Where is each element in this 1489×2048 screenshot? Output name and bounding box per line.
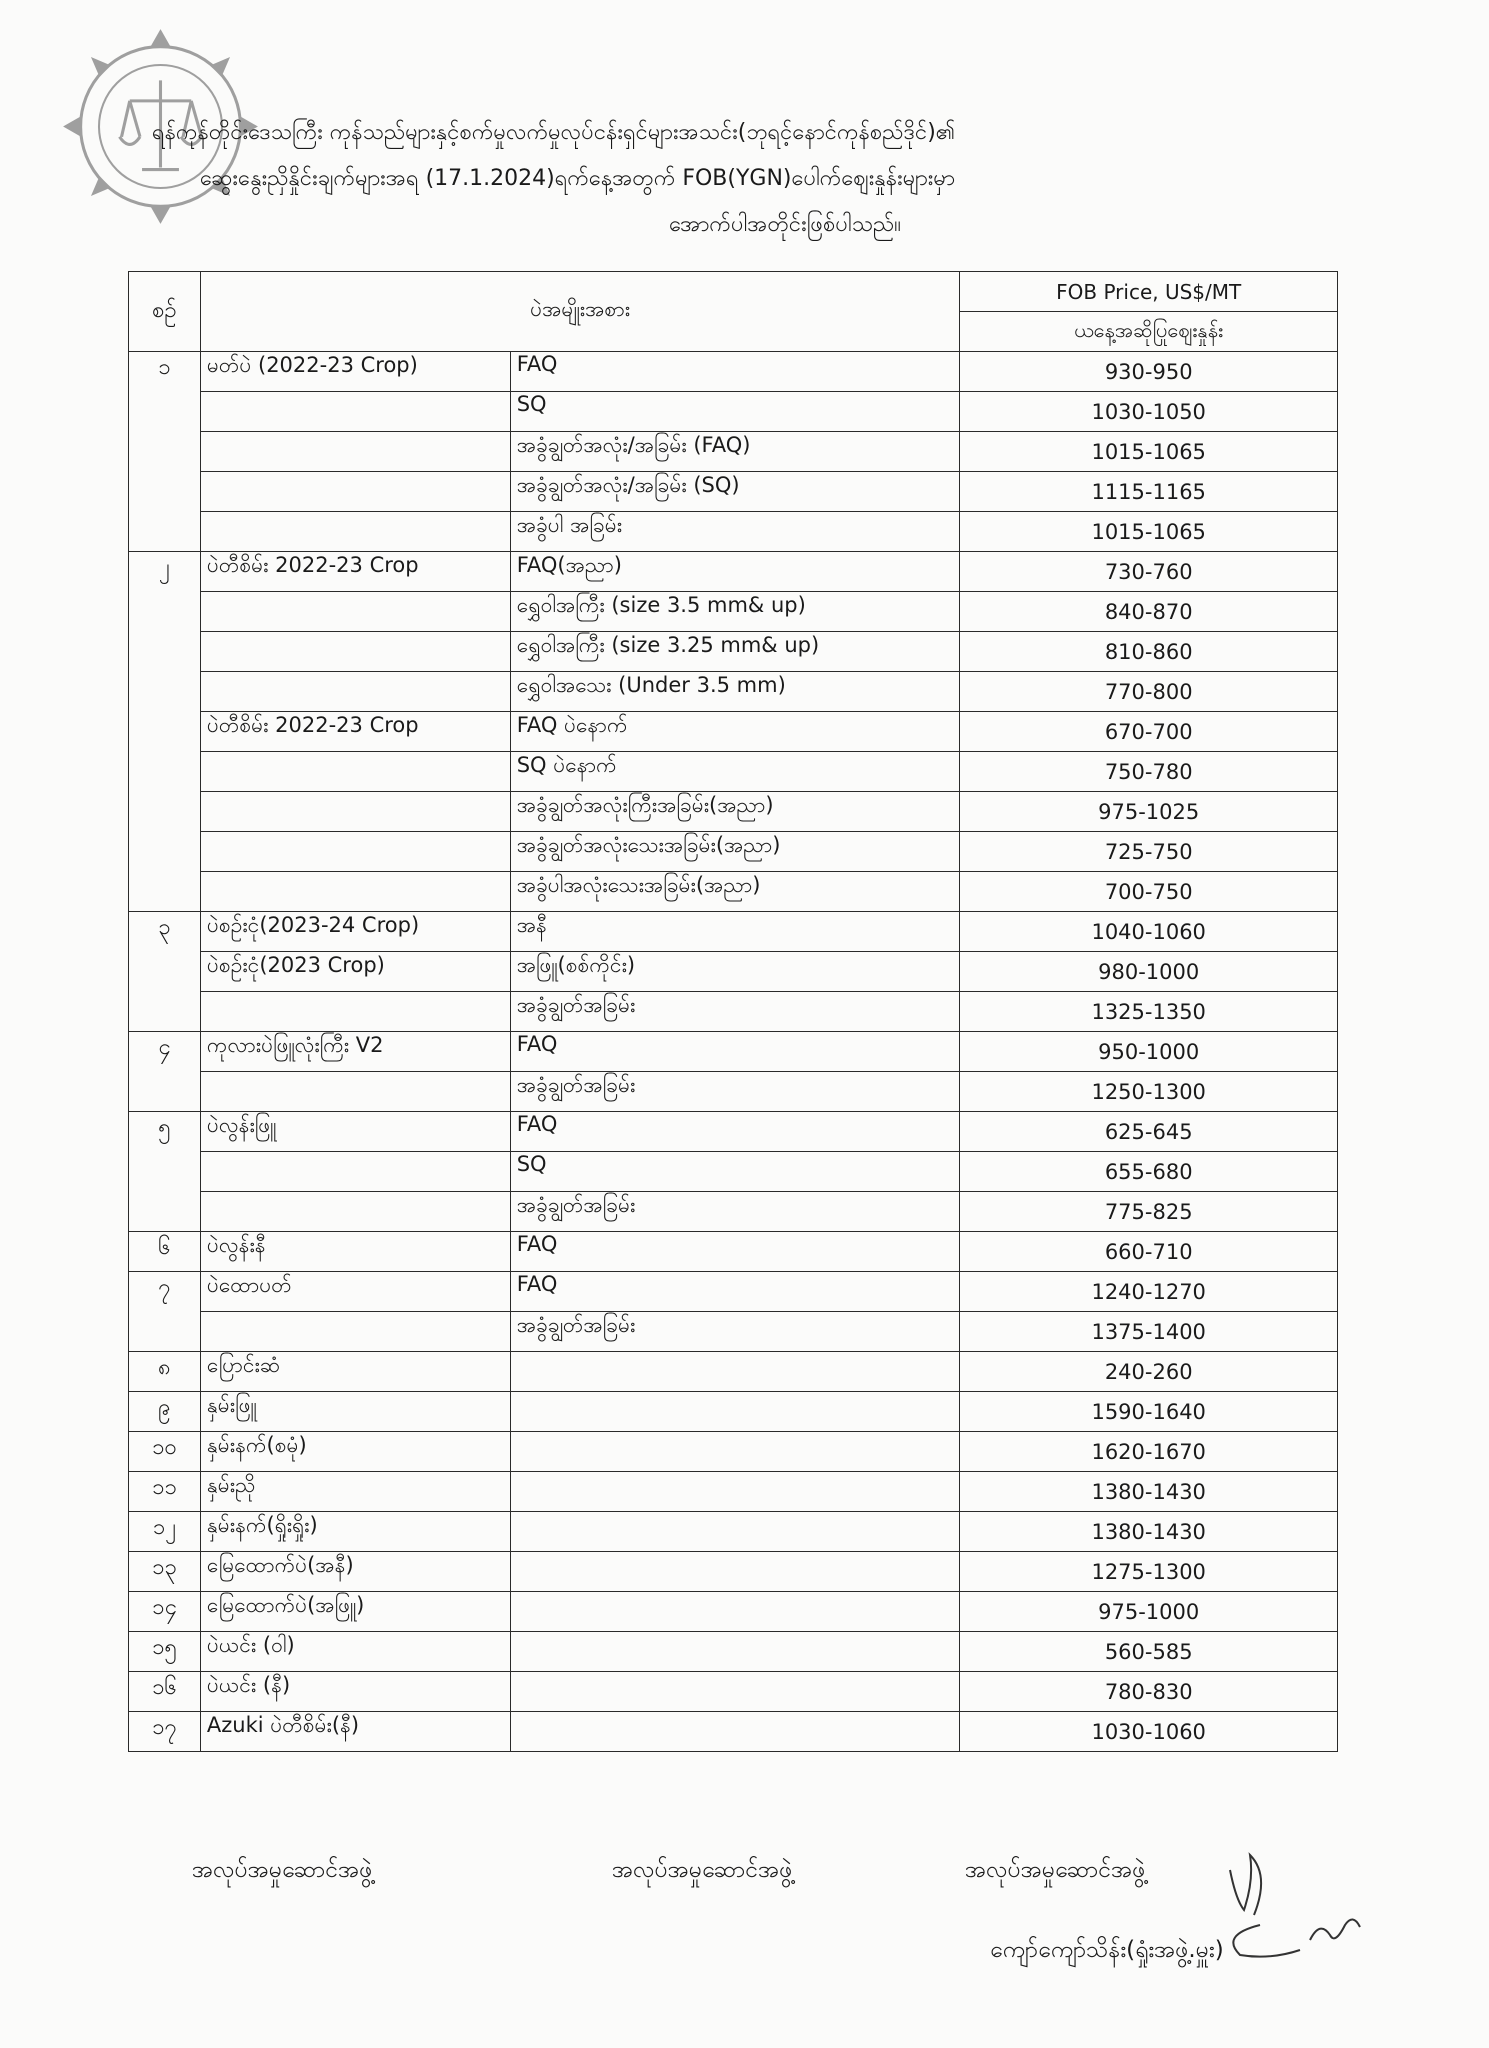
row-type: ပဲယင်း (ဝါ) xyxy=(200,1632,510,1672)
row-type: ပြောင်းဆံ xyxy=(200,1352,510,1392)
table-row xyxy=(129,1592,1338,1632)
row-type: ကုလားပဲဖြူလုံးကြီး V2 xyxy=(200,1032,510,1072)
row-price: 1240-1270 xyxy=(960,1272,1338,1312)
row-price: 1015-1065 xyxy=(960,432,1338,472)
table-row xyxy=(129,792,1338,832)
row-number xyxy=(129,672,201,712)
row-grade xyxy=(510,1712,960,1752)
table-row xyxy=(129,1472,1338,1512)
row-number: ၈ xyxy=(129,1352,201,1392)
table-row xyxy=(129,1112,1338,1152)
column-header-type: ပဲအမျိုးအစား xyxy=(200,272,959,352)
table-row xyxy=(129,432,1338,472)
row-price: 1375-1400 xyxy=(960,1312,1338,1352)
table-row xyxy=(129,832,1338,872)
price-table-body xyxy=(129,352,1338,1752)
table-row xyxy=(129,1672,1338,1712)
row-number xyxy=(129,1152,201,1192)
table-row xyxy=(129,1072,1338,1112)
row-price: 975-1000 xyxy=(960,1592,1338,1632)
row-grade xyxy=(510,1432,960,1472)
row-type xyxy=(200,1072,510,1112)
row-price: 780-830 xyxy=(960,1672,1338,1712)
row-price: 725-750 xyxy=(960,832,1338,872)
table-row xyxy=(129,1392,1338,1432)
table-row xyxy=(129,552,1338,592)
table-row xyxy=(129,752,1338,792)
row-type: ပဲယင်း (နီ) xyxy=(200,1672,510,1712)
row-type: ပဲတီစိမ်း 2022-23 Crop xyxy=(200,712,510,752)
row-type xyxy=(200,392,510,432)
row-price: 950-1000 xyxy=(960,1032,1338,1072)
row-type xyxy=(200,1152,510,1192)
row-grade xyxy=(510,1512,960,1552)
row-grade: အခွံချွတ်အလုံး/အခြမ်း (SQ) xyxy=(510,472,960,512)
table-row xyxy=(129,592,1338,632)
signature-label-2: အလုပ်အမှုဆောင်အဖွဲ့ xyxy=(612,1857,793,1883)
row-number xyxy=(129,1192,201,1232)
row-grade: FAQ(အညာ) xyxy=(510,552,960,592)
row-type: နှမ်းညို xyxy=(200,1472,510,1512)
row-price: 730-760 xyxy=(960,552,1338,592)
row-price: 655-680 xyxy=(960,1152,1338,1192)
row-number xyxy=(129,752,201,792)
heading-line-3: အောက်ပါအတိုင်းဖြစ်ပါသည်။ xyxy=(669,212,901,237)
row-grade: အခွံချွတ်အခြမ်း xyxy=(510,1312,960,1352)
row-price: 1030-1060 xyxy=(960,1712,1338,1752)
row-grade: SQ ပဲနောက် xyxy=(510,752,960,792)
row-grade: အခွံချွတ်အလုံးသေးအခြမ်း(အညာ) xyxy=(510,832,960,872)
row-type: မြေထောက်ပဲ(အဖြူ) xyxy=(200,1592,510,1632)
row-type xyxy=(200,1192,510,1232)
row-type xyxy=(200,1312,510,1352)
table-row xyxy=(129,1312,1338,1352)
row-price: 975-1025 xyxy=(960,792,1338,832)
row-number: ၃ xyxy=(129,912,201,952)
row-price: 1250-1300 xyxy=(960,1072,1338,1112)
table-row xyxy=(129,1712,1338,1752)
row-grade: ရွှေဝါအသေး (Under 3.5 mm) xyxy=(510,672,960,712)
row-number xyxy=(129,592,201,632)
row-number xyxy=(129,1312,201,1352)
row-price: 810-860 xyxy=(960,632,1338,672)
row-price: 700-750 xyxy=(960,872,1338,912)
row-number xyxy=(129,952,201,992)
table-row xyxy=(129,1272,1338,1312)
row-type: ပဲတီစိမ်း 2022-23 Crop xyxy=(200,552,510,592)
table-row xyxy=(129,872,1338,912)
row-type xyxy=(200,432,510,472)
table-row xyxy=(129,672,1338,712)
row-price: 1325-1350 xyxy=(960,992,1338,1032)
row-price: 840-870 xyxy=(960,592,1338,632)
row-price: 1380-1430 xyxy=(960,1512,1338,1552)
row-type: ပဲစဉ်းငုံ(2023 Crop) xyxy=(200,952,510,992)
row-price: 1115-1165 xyxy=(960,472,1338,512)
row-grade xyxy=(510,1552,960,1592)
signature-label-1: အလုပ်အမှုဆောင်အဖွဲ့ xyxy=(192,1857,373,1883)
row-grade: အခွံချွတ်အခြမ်း xyxy=(510,992,960,1032)
row-type: နှမ်းနက်(စမုံ) xyxy=(200,1432,510,1472)
row-price: 775-825 xyxy=(960,1192,1338,1232)
row-grade: SQ xyxy=(510,392,960,432)
row-number xyxy=(129,392,201,432)
row-number: ၄ xyxy=(129,1032,201,1072)
row-number xyxy=(129,512,201,552)
price-table xyxy=(128,271,1338,1752)
table-row xyxy=(129,1552,1338,1592)
row-price: 670-700 xyxy=(960,712,1338,752)
row-grade: အခွံပါအလုံးသေးအခြမ်း(အညာ) xyxy=(510,872,960,912)
table-row xyxy=(129,512,1338,552)
row-number xyxy=(129,432,201,472)
table-row xyxy=(129,632,1338,672)
row-grade: ရွှေဝါအကြီး (size 3.5 mm& up) xyxy=(510,592,960,632)
row-type: နှမ်းနက်(ရှိုးရှိုး) xyxy=(200,1512,510,1552)
row-type: ပဲလွန်းနီ xyxy=(200,1232,510,1272)
row-price: 240-260 xyxy=(960,1352,1338,1392)
row-grade: အခွံချွတ်အခြမ်း xyxy=(510,1192,960,1232)
row-number: ၁၅ xyxy=(129,1632,201,1672)
secretary-name: ကျော်ကျော်သိန်း(ရှုံးအဖွဲ့.မှူး) xyxy=(990,1937,1224,1963)
document-heading xyxy=(150,110,1380,248)
row-number: ၁၀ xyxy=(129,1432,201,1472)
row-grade: SQ xyxy=(510,1152,960,1192)
row-number xyxy=(129,472,201,512)
row-price: 1040-1060 xyxy=(960,912,1338,952)
table-row xyxy=(129,1632,1338,1672)
row-type xyxy=(200,792,510,832)
table-row xyxy=(129,472,1338,512)
row-number xyxy=(129,872,201,912)
row-price: 980-1000 xyxy=(960,952,1338,992)
row-grade: အနီ xyxy=(510,912,960,952)
column-header-price: FOB Price, US$/MT xyxy=(960,272,1338,312)
row-grade: FAQ xyxy=(510,352,960,392)
row-price: 1275-1300 xyxy=(960,1552,1338,1592)
row-number: ၆ xyxy=(129,1232,201,1272)
table-row xyxy=(129,912,1338,952)
row-number: ၂ xyxy=(129,552,201,592)
column-header-no: စဉ် xyxy=(129,272,201,352)
row-number: ၁၂ xyxy=(129,1512,201,1552)
row-number xyxy=(129,712,201,752)
row-grade: FAQ xyxy=(510,1272,960,1312)
row-price: 1590-1640 xyxy=(960,1392,1338,1432)
row-price: 560-585 xyxy=(960,1632,1338,1672)
row-number: ၁၆ xyxy=(129,1672,201,1712)
row-grade: အခွံပါ အခြမ်း xyxy=(510,512,960,552)
row-grade xyxy=(510,1352,960,1392)
row-type: ပဲလွန်းဖြူ xyxy=(200,1112,510,1152)
row-number: ၉ xyxy=(129,1392,201,1432)
table-row xyxy=(129,1512,1338,1552)
row-number: ၅ xyxy=(129,1112,201,1152)
row-number: ၁၄ xyxy=(129,1592,201,1632)
row-grade xyxy=(510,1592,960,1632)
heading-line-1: ရန်ကုန်တိုင်းဒေသကြီး ကုန်သည်များနှင့်စက်မှုလက်မှုလုပ်ငန်းရှင်များအသင်း(ဘုရင့်နောင်ကုန်စည်ဒိုင်)၏ xyxy=(152,120,956,145)
row-price: 1030-1050 xyxy=(960,392,1338,432)
row-number xyxy=(129,1072,201,1112)
row-number: ၁၇ xyxy=(129,1712,201,1752)
row-type: ပဲစဉ်းငုံ(2023-24 Crop) xyxy=(200,912,510,952)
handwritten-signature xyxy=(1200,1830,1400,1960)
row-type: မြေထောက်ပဲ(အနီ) xyxy=(200,1552,510,1592)
row-grade: အခွံချွတ်အလုံးကြီးအခြမ်း(အညာ) xyxy=(510,792,960,832)
row-grade: အဖြူ(စစ်ကိုင်း) xyxy=(510,952,960,992)
table-row xyxy=(129,352,1338,392)
table-row xyxy=(129,1232,1338,1272)
table-row xyxy=(129,1032,1338,1072)
row-number xyxy=(129,832,201,872)
row-grade xyxy=(510,1472,960,1512)
row-type xyxy=(200,632,510,672)
row-price: 1380-1430 xyxy=(960,1472,1338,1512)
row-number xyxy=(129,632,201,672)
row-price: 770-800 xyxy=(960,672,1338,712)
row-number: ၁၃ xyxy=(129,1552,201,1592)
table-row xyxy=(129,952,1338,992)
table-row xyxy=(129,992,1338,1032)
row-grade: အခွံချွတ်အလုံး/အခြမ်း (FAQ) xyxy=(510,432,960,472)
row-price: 1015-1065 xyxy=(960,512,1338,552)
table-row xyxy=(129,1192,1338,1232)
table-row xyxy=(129,1152,1338,1192)
row-type xyxy=(200,592,510,632)
table-row xyxy=(129,712,1338,752)
row-type: မတ်ပဲ (2022-23 Crop) xyxy=(200,352,510,392)
row-number xyxy=(129,992,201,1032)
table-row xyxy=(129,1352,1338,1392)
row-grade: FAQ xyxy=(510,1112,960,1152)
row-number: ၁၁ xyxy=(129,1472,201,1512)
row-price: 660-710 xyxy=(960,1232,1338,1272)
row-type xyxy=(200,872,510,912)
table-row xyxy=(129,392,1338,432)
row-grade: ရွှေဝါအကြီး (size 3.25 mm& up) xyxy=(510,632,960,672)
row-type: Azuki ပဲတီစိမ်း(နီ) xyxy=(200,1712,510,1752)
row-type xyxy=(200,672,510,712)
row-price: 1620-1670 xyxy=(960,1432,1338,1472)
row-number: ၁ xyxy=(129,352,201,392)
row-price: 930-950 xyxy=(960,352,1338,392)
heading-line-2: ဆွေးနွေးညှိနှိုင်းချက်များအရ (17.1.2024)ရက်နေ့အတွက် FOB(YGN)ပေါက်ဈေးနှုန်းများမှာ xyxy=(200,166,955,191)
row-type xyxy=(200,752,510,792)
table-row xyxy=(129,1432,1338,1472)
row-type xyxy=(200,992,510,1032)
row-price: 750-780 xyxy=(960,752,1338,792)
row-grade: အခွံချွတ်အခြမ်း xyxy=(510,1072,960,1112)
row-grade xyxy=(510,1632,960,1672)
column-header-price-sub: ယနေ့အဆိုပြုဈေးနှုန်း xyxy=(960,312,1338,352)
row-grade: FAQ ပဲနောက် xyxy=(510,712,960,752)
row-type xyxy=(200,832,510,872)
row-type: ပဲထောပတ် xyxy=(200,1272,510,1312)
row-price: 625-645 xyxy=(960,1112,1338,1152)
row-type: နှမ်းဖြူ xyxy=(200,1392,510,1432)
row-type xyxy=(200,512,510,552)
row-type xyxy=(200,472,510,512)
row-grade: FAQ xyxy=(510,1032,960,1072)
row-grade xyxy=(510,1392,960,1432)
row-grade: FAQ xyxy=(510,1232,960,1272)
row-number: ၇ xyxy=(129,1272,201,1312)
signature-label-3: အလုပ်အမှုဆောင်အဖွဲ့ xyxy=(965,1857,1146,1883)
row-grade xyxy=(510,1672,960,1712)
row-number xyxy=(129,792,201,832)
